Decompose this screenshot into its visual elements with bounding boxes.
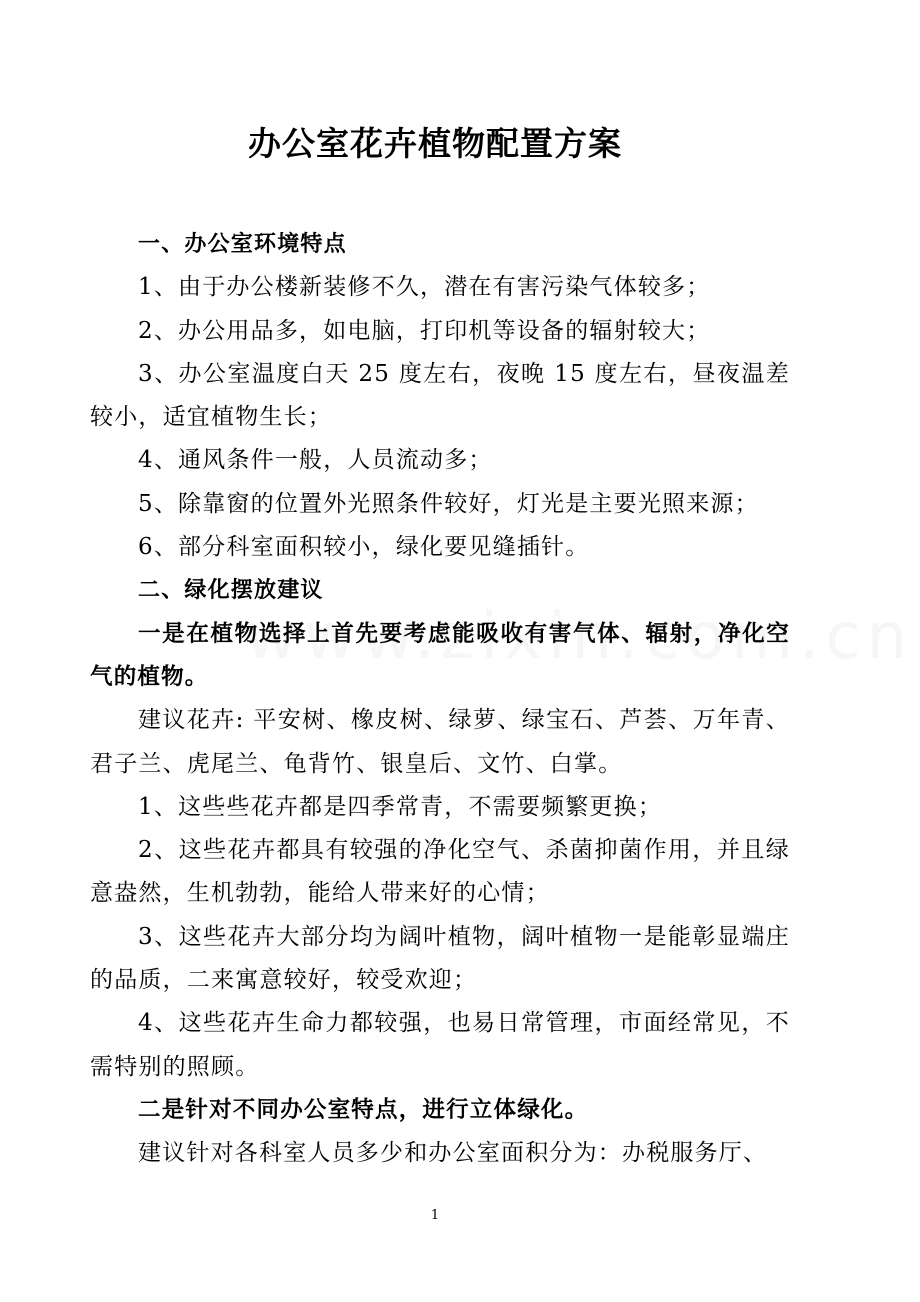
paragraph: 4、通风条件一般，人员流动多；	[138, 447, 493, 474]
page-title: 办公室花卉植物配置方案	[248, 124, 622, 163]
paragraph: 2、这些花卉都具有较强的净化空气、杀菌抑菌作用，并且绿意盎然，生机勃勃，能给人带来好的心情；	[90, 837, 790, 907]
paragraph: 1、由于办公楼新装修不久，潜在有害污染气体较多；	[138, 274, 711, 301]
paragraph: 6、部分科室面积较小，绿化要见缝插针。	[138, 534, 590, 561]
page-number: 1	[430, 1208, 440, 1223]
section-heading-suggestions: 二、绿化摆放建议	[138, 578, 324, 604]
bold-point-plant-selection: 一是在植物选择上首先要考虑能吸收有害气体、辐射，净化空气的植物。	[90, 620, 790, 690]
paragraph: 4、这些花卉生命力都较强，也易日常管理，市面经常见，不需特别的照顾。	[90, 1010, 790, 1080]
paragraph: 建议花卉: 平安树、橡皮树、绿萝、绿宝石、芦荟、万年青、君子兰、虎尾兰、龟背竹、银皇后、文竹、白掌。	[90, 707, 790, 777]
paragraph: 建议针对各科室人员多少和办公室面积分为：办税服务厅、	[138, 1140, 768, 1167]
bold-point-vertical-greening: 二是针对不同办公室特点，进行立体绿化。	[138, 1096, 589, 1123]
paragraph: 2、办公用品多，如电脑，打印机等设备的辐射较大；	[138, 317, 711, 344]
paragraph: 5、除靠窗的位置外光照条件较好，灯光是主要光照来源；	[138, 490, 759, 517]
paragraph: 3、这些花卉大部分均为阔叶植物，阔叶植物一是能彰显端庄的品质，二来寓意较好，较受欢迎；	[90, 923, 790, 994]
document-body	[90, 223, 790, 1176]
paragraph: 3、办公室温度白天 25 度左右，夜晚 15 度左右，昼夜温差较小，适宜植物生长；	[90, 360, 790, 431]
section-heading-environment: 一、办公室环境特点	[138, 232, 347, 257]
paragraph: 1、这些些花卉都是四季常青，不需要频繁更换；	[138, 793, 663, 820]
